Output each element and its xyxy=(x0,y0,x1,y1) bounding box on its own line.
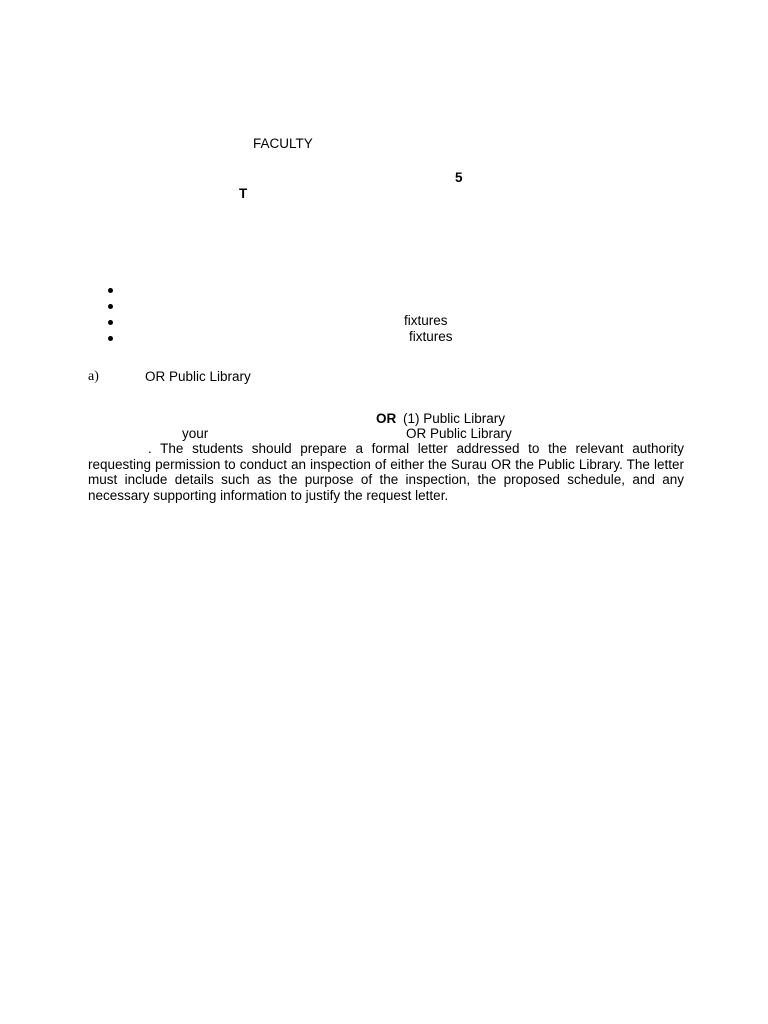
list-item-text: fixtures xyxy=(409,329,453,344)
paragraph-text: . The students should prepare a formal letter addressed to the relevant authority requesting permission to conduct an inspection of either the Surau OR the Public Library. The letter must include details such as the purpose of the inspection, the proposed schedule, and any necessary supporting information to justify the request letter. xyxy=(88,441,684,503)
heading-number: 5 xyxy=(455,170,463,185)
body-line2-text: OR Public Library xyxy=(406,426,512,441)
bullet-icon xyxy=(108,336,113,341)
body-line1-text: (1) Public Library xyxy=(403,411,506,426)
bullet-icon xyxy=(108,288,113,293)
body-paragraph xyxy=(88,441,684,503)
section-title: OR Public Library xyxy=(145,369,251,384)
section-marker: a) xyxy=(88,369,99,384)
bullet-icon xyxy=(108,320,113,325)
body-or-emphasis: OR xyxy=(376,411,397,426)
faculty-heading: FACULTY xyxy=(253,136,313,151)
heading-letter: T xyxy=(239,186,248,201)
list-item-text: fixtures xyxy=(404,313,448,328)
bullet-icon xyxy=(108,304,113,309)
body-line2-your: your xyxy=(182,426,209,441)
